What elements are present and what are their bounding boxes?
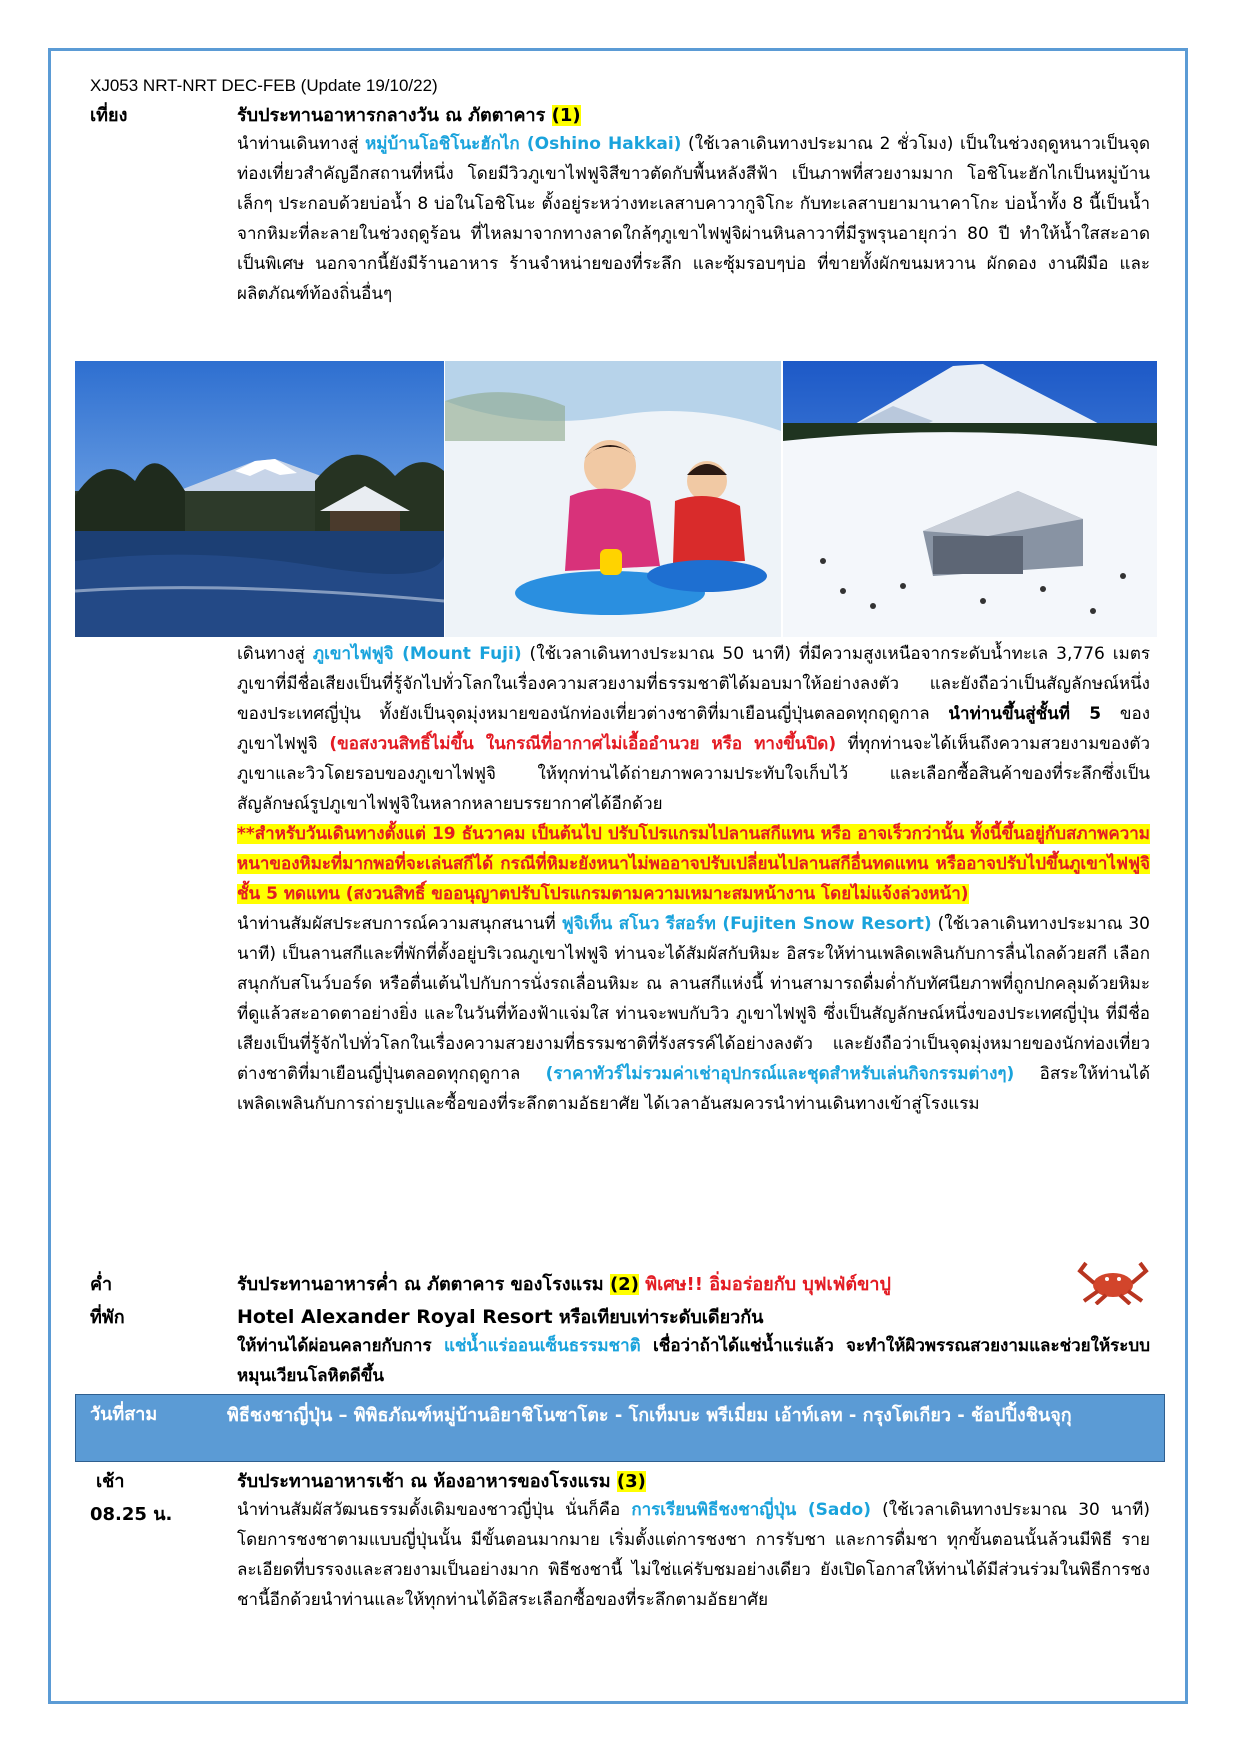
day-three-label: วันที่สาม bbox=[90, 1404, 158, 1425]
meal-number-badge: (1) bbox=[551, 105, 581, 126]
price-exclusion-note: (ราคาทัวร์ไม่รวมค่าเช่าอุปกรณ์และชุดสำหรับเล่นกิจกรรมต่างๆ) bbox=[545, 1064, 1015, 1084]
fujiten-paragraph: นำท่านสัมผัสประสบการณ์ความสนุกสนานที่ ฟูจิเท็น สโนว รีสอร์ท (Fujiten Snow Resort) (ใช้เวลาเดินทางประมาณ 30 นาที) เป็นลานสกีและที่พักที่ตั้งอยู่บริเวณภูเขาไฟฟูจิ ท่านจะได้สัมผัสกับหิมะ อิสระให้ท่านเพลิดเพลินกับการลื่นไถลด้วยสกี เลือกสนุกกับสโนว์บอร์ด หรือตื่นเต้นไปกับการนั่งรถเลื่อนหิมะ ณ ลานสกีแห่งนี้ ท่านสามารถดื่มด่ำกับทัศนียภาพที่ถูกปกคลุมด้วยหิมะที่ดูแล้วสะอาดตาอย่างยิ่ง และในวันที่ท้องฟ้าแจ่มใส ท่านจะพบกับวิว ภูเขาไฟฟูจิ ซึ่งเป็นสัญลักษณ์หนึ่งของประเทศญี่ปุ่น ที่มีชื่อเสียงเป็นที่รู้จักไปทั่วโลกในเรื่องความสวยงามที่ธรรมชาติที่รังสรรค์ได้อย่างลงตัว และยังถือว่าเป็นจุดมุ่งหมายของนักท่องเที่ยวต่างชาติที่มาเยือนญี่ปุ่นตลอดทุกฤดูกาล (ราคาทัวร์ไม่รวมค่าเช่าอุปกรณ์และชุดสำหรับเล่นกิจกรรมต่างๆ) อิสระให้ท่านได้เพลิดเพลินกับการถ่ายรูปและซื้อของที่ระลึกตามอัธยาศัย ได้เวลาอันสมควรนำท่านเดินทางเข้าสู่โรงแรม bbox=[237, 914, 1151, 1114]
document-code: XJ053 NRT-NRT DEC-FEB (Update 19/10/22) bbox=[90, 76, 438, 95]
hotel-label: ที่พัก bbox=[90, 1307, 125, 1328]
oshino-hakkai-paragraph: นำท่านเดินทางสู่ หมู่บ้านโอชิโนะฮักไก (Oshino Hakkai) (ใช้เวลาเดินทางประมาณ 2 ชั่วโมง) เป็นในช่วงฤดูหนาวเป็นจุดท่องเที่ยวสำคัญอีกสถานที่หนึ่ง โดยมีวิวภูเขาไฟฟูจิสีขาวตัดกับพื้นหลังสีฟ้า เป็นภาพที่สวยงามมาก โอชิโนะฮักไกเป็นหมู่บ้านเล็กๆ ประกอบด้วยบ่อน้ำ 8 บ่อในโอชิโนะ ตั้งอยู่ระหว่างทะเลสาบคาวากูจิโกะ กับทะเลสาบยามานาคาโกะ บ่อน้ำทั้ง 8 นี้เป็นน้ำจากหิมะที่ละลายในช่วงฤดูร้อน ที่ไหลมาจากทางลาดใกล้ๆภูเขาไฟฟูจิผ่านหินลาวาที่มีรูพรุนอายุกว่า 80 ปี ทำให้น้ำใสสะอาดเป็นพิเศษ นอกจากนี้ยังมีร้านอาหาร ร้านจำหน่ายของที่ระลึก และซุ้มรอบๆบ่อ ที่ขายทั้งผักขนมหวาน ผักดอง งานฝีมือ และผลิตภัณฑ์ท้องถิ่นอื่นๆ bbox=[237, 134, 1150, 304]
ski-schedule-notice: **สำหรับวันเดินทางตั้งแต่ 19 ธันวาคม เป็นต้นไป ปรับโปรแกรมไปลานสกีแทน หรือ อาจเร็วกว่านั้น ทั้งนี้ขึ้นอยู่กับสภาพความหนาของหิมะที่มากพอที่จะเล่นสกีได้ กรณีที่หิมะยังหนาไม่พออาจปรับเปลี่ยนไปลานสกีอื่นทดแทน หรืออาจปรับไปขึ้นภูเขาไฟฟูจิชั้น 5 ทดแทน (สงวนสิทธิ์ ขออนุญาตปรับโปรแกรมตามความเหมาะสมหน้างาน โดยไม่แจ้งล่วงหน้า) bbox=[237, 824, 1150, 904]
breakfast-time: 08.25 น. bbox=[90, 1504, 173, 1525]
meal-number-badge: (3) bbox=[616, 1471, 646, 1492]
tea-ceremony-link: การเรียนพิธีชงชาญี่ปุ่น (Sado) bbox=[631, 1500, 871, 1520]
onsen-paragraph: ให้ท่านได้ผ่อนคลายกับการ แช่น้ำแร่ออนเซ็นธรรมชาติ เชื่อว่าถ้าได้แช่น้ำแร่แล้ว จะทำให้ผิวพรรณสวยงามและช่วยให้ระบบหมุนเวียนโลหิตดีขึ้น bbox=[237, 1336, 1150, 1386]
fujiten-link: ฟูจิเท็น สโนว รีสอร์ท (Fujiten Snow Resort) bbox=[561, 914, 932, 934]
mount-fuji-paragraph: เดินทางสู่ ภูเขาไฟฟูจิ (Mount Fuji) (ใช้เวลาเดินทางประมาณ 50 นาที) ที่มีความสูงเหนือจากระดับน้ำทะเล 3,776 เมตร ภูเขาที่มีชื่อเสียงเป็นที่รู้จักไปทั่วโลกในเรื่องความสวยงามที่ธรรมชาติได้มอบมาให้อย่างลงตัว และยังถือว่าเป็นสัญลักษณ์หนึ่งของประเทศญี่ปุ่น ทั้งยังเป็นจุดมุ่งหมายของนักท่องเที่ยวต่างชาติที่มาเยือนญี่ปุ่นตลอดทุกฤดูกาล นำท่านขึ้นสู่ชั้นที่ 5 ของภูเขาไฟฟูจิ (ขอสงวนสิทธิ์ไม่ขึ้น ในกรณีที่อากาศไม่เอื้ออำนวย หรือ ทางขึ้นปิด) ที่ทุกท่านจะได้เห็นถึงความสวยงามของตัวภูเขาและวิวโดยรอบของภูเขาไฟฟูจิ ให้ทุกท่านได้ถ่ายภาพความประทับใจเก็บไว้ และเลือกซื้อสินค้าของที่ระลึกซึ่งเป็นสัญลักษณ์รูปภูเขาไฟฟูจิในหลากหลายบรรยากาศได้อีกด้วย bbox=[237, 644, 1150, 814]
crab-buffet-special: พิเศษ!! อิ่มอร่อยกับ บุฟเฟ่ต์ขาปู bbox=[645, 1274, 891, 1295]
lunch-label: เที่ยง bbox=[90, 105, 128, 126]
oshino-hakkai-link: หมู่บ้านโอชิโนะฮักไก (Oshino Hakkai) bbox=[365, 134, 682, 154]
fujiten-ski-resort-photo bbox=[783, 361, 1157, 637]
reservation-notice: (ขอสงวนสิทธิ์ไม่ขึ้น ในกรณีที่อากาศไม่เอื้ออำนวย หรือ ทางขึ้นปิด) bbox=[329, 734, 837, 754]
lunch-section bbox=[90, 102, 1150, 309]
oshino-hakkai-photo bbox=[75, 361, 444, 637]
breakfast-label: เช้า bbox=[96, 1471, 125, 1492]
hotel-name: Hotel Alexander Royal Resort bbox=[237, 1306, 553, 1328]
children-sledding-photo bbox=[445, 361, 781, 637]
day-three-title: พิธีชงชาญี่ปุ่น – พิพิธภัณฑ์หมู่บ้านอิยาชิโนซาโตะ - โกเท็มบะ พรีเมี่ยม เอ้าท์เลท - กรุงโตเกียว - ช้อปปิ้งชินจุกุ bbox=[227, 1405, 1072, 1426]
dinner-section: ค่ำ รับประทานอาหารค่ำ ณ ภัตตาคาร ของโรงแรม (2) พิเศษ!! อิ่มอร่อยกับ บุฟเฟ่ต์ขาปู bbox=[90, 1271, 1150, 1298]
dinner-label: ค่ำ bbox=[90, 1274, 113, 1295]
day-three-header bbox=[75, 1394, 1165, 1462]
hotel-name-line: Hotel Alexander Royal Resort หรือเทียบเท่าระดับเดียวกัน bbox=[237, 1306, 764, 1328]
breakfast-title: รับประทานอาหารเช้า ณ ห้องอาหารของโรงแรม (3) bbox=[237, 1471, 646, 1492]
crab-icon bbox=[1076, 1257, 1150, 1305]
onsen-link: แช่น้ำแร่ออนเซ็นธรรมชาติ bbox=[443, 1336, 641, 1356]
mount-fuji-section bbox=[90, 639, 1150, 1119]
breakfast-section bbox=[90, 1468, 1150, 1615]
mount-fuji-link: ภูเขาไฟฟูจิ (Mount Fuji) bbox=[312, 644, 522, 664]
meal-number-badge: (2) bbox=[609, 1274, 639, 1295]
tea-ceremony-paragraph: นำท่านสัมผัสวัฒนธรรมดั้งเดิมของชาวญี่ปุ่น นั่นก็คือ การเรียนพิธีชงชาญี่ปุ่น (Sado) (ใช้เวลาเดินทางประมาณ 30 นาที) โดยการชงชาตามแบบญี่ปุ่นนั้น มีขั้นตอนมากมาย เริ่มตั้งแต่การชงชา การรับชา และการดื่มชา ทุกขั้นตอนนั้นล้วนมีพิธี รายละเอียดที่บรรจงและสวยงามเป็นอย่างมาก พิธีชงชานี้ ไม่ใช่แค่รับชมอย่างเดียว ยังเปิดโอกาสให้ท่านได้มีส่วนร่วมในพิธีการชงชานี้อีกด้วยนำท่านและให้ทุกท่านได้อิสระเลือกซื้อของที่ระลึกตามอัธยาศัย bbox=[237, 1500, 1150, 1610]
lunch-title: รับประทานอาหารกลางวัน ณ ภัตตาคาร (1) bbox=[237, 105, 581, 126]
hotel-section bbox=[90, 1304, 1150, 1391]
